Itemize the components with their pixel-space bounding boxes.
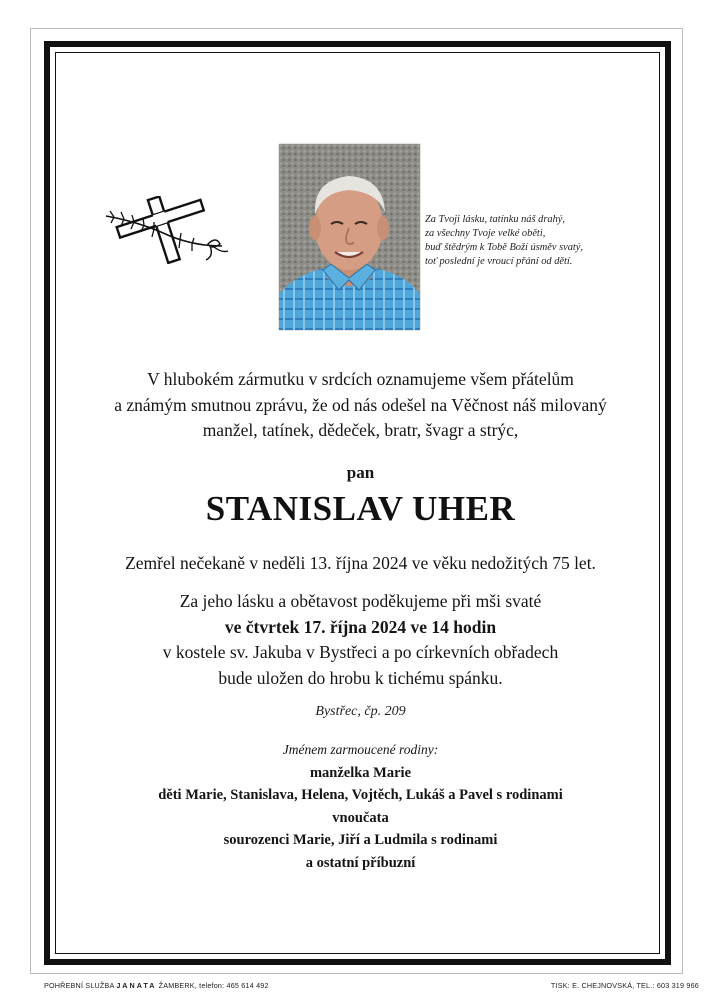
portrait-photo bbox=[279, 144, 420, 330]
family-line: děti Marie, Stanislava, Helena, Vojtěch, Lukáš a Pavel s rodinami bbox=[158, 787, 563, 803]
announcement-text bbox=[64, 367, 657, 444]
funeral-line: bude uložen do hrobu k tichému spánku. bbox=[218, 667, 503, 688]
deceased-name: STANISLAV UHER bbox=[205, 489, 516, 528]
footer-contact: ŽAMBERK, telefon: 465 614 492 bbox=[158, 981, 269, 990]
poem-line: buď štědrým k Tobě Boží úsměv svatý, bbox=[425, 242, 584, 253]
footer-printer: TISK: E. CHEJNOVSKÁ, TEL.: 603 319 966 bbox=[550, 981, 699, 990]
funeral-line: v kostele sv. Jakuba v Bystřeci a po církevních obřadech bbox=[162, 642, 559, 662]
cross-with-palm-icon bbox=[100, 196, 232, 264]
announcement-line: a známým smutnou zprávu, že od nás odešel na Věčnost náš milovaný bbox=[114, 394, 607, 415]
footer-funeral-service bbox=[44, 981, 269, 990]
poem-line: Za Tvoji lásku, tatínku náš drahý, bbox=[425, 214, 565, 225]
memorial-poem bbox=[425, 213, 665, 269]
announcement-line: manžel, tatínek, dědeček, bratr, švagr a strýc, bbox=[202, 420, 519, 440]
honorific: pan bbox=[346, 463, 375, 482]
funeral-datetime: ve čtvrtek 17. října 2024 ve 14 hodin bbox=[224, 616, 497, 637]
poem-line: toť poslední je vroucí přání od dětí. bbox=[425, 256, 573, 267]
death-notice: Zemřel nečekaně v neděli 13. října 2024 ve věku nedožitých 75 let. bbox=[125, 553, 596, 573]
footer-prefix: POHŘEBNÍ SLUŽBA bbox=[44, 981, 115, 990]
family-intro: Jménem zarmoucené rodiny: bbox=[282, 742, 439, 757]
funeral-details bbox=[64, 589, 657, 691]
family-line: a ostatní příbuzní bbox=[305, 854, 416, 871]
poem-line: za všechny Tvoje velké oběti, bbox=[425, 228, 546, 239]
footer-agency: JANATA bbox=[116, 981, 157, 990]
family-line: vnoučata bbox=[332, 809, 389, 826]
family-line: manželka Marie bbox=[309, 764, 412, 781]
family-line: sourozenci Marie, Jiří a Ludmila s rodinami bbox=[223, 832, 498, 848]
address: Bystřec, čp. 209 bbox=[315, 704, 406, 719]
family-signature bbox=[64, 739, 657, 874]
announcement-line: V hlubokém zármutku v srdcích oznamujeme všem přátelům bbox=[147, 369, 574, 389]
funeral-line: Za jeho lásku a obětavost poděkujeme při mši svaté bbox=[179, 591, 542, 611]
